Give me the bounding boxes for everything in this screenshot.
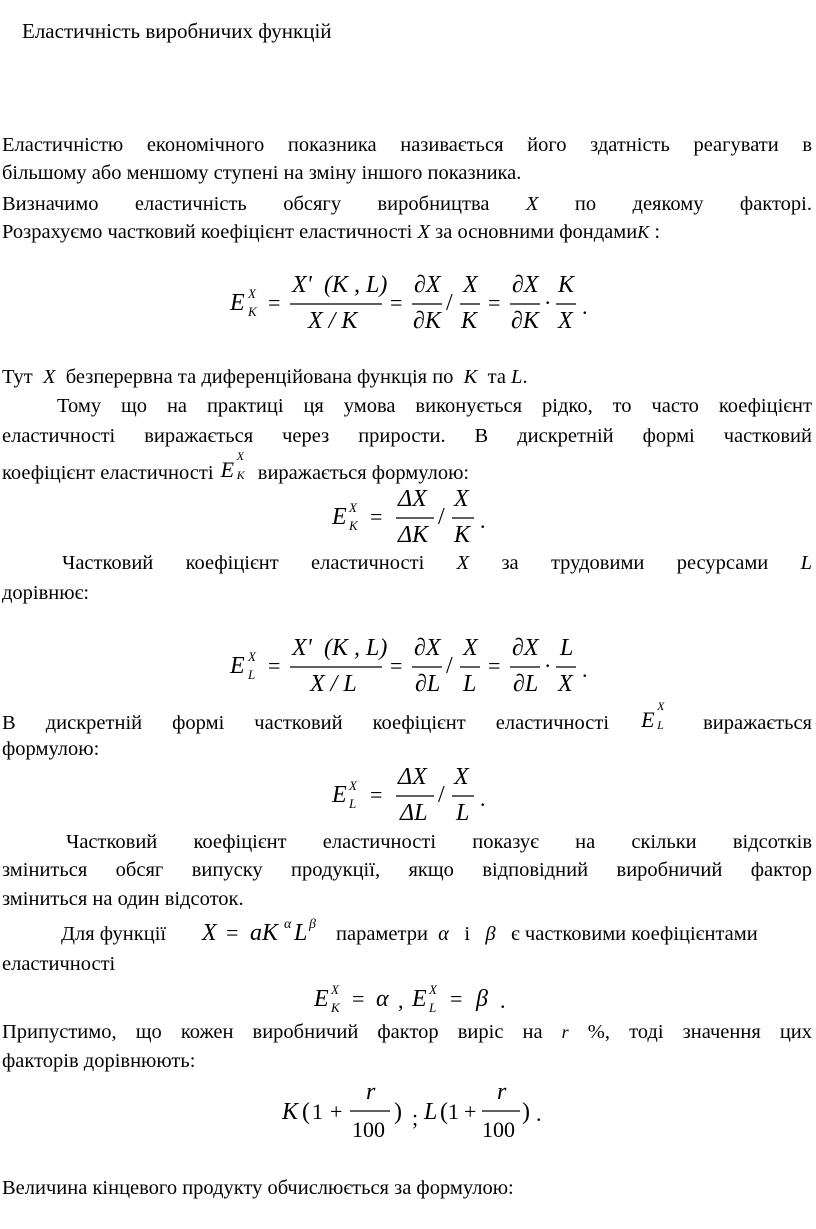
- svg-text:∂X: ∂X: [512, 635, 539, 661]
- svg-text:K: K: [454, 522, 471, 548]
- svg-text:∂L: ∂L: [415, 671, 441, 697]
- svg-text:100: 100: [482, 1117, 515, 1142]
- svg-text:): ): [394, 1099, 402, 1125]
- svg-text:/: /: [438, 782, 445, 808]
- svg-text:+: +: [464, 1099, 477, 1124]
- svg-text:.: .: [480, 786, 486, 811]
- svg-text:=: =: [268, 290, 281, 315]
- svg-text:E: E: [314, 986, 329, 1012]
- svg-text:L: L: [424, 1099, 438, 1125]
- svg-text:X: X: [454, 764, 469, 790]
- svg-text:(: (: [302, 1099, 310, 1125]
- svg-text:X: X: [429, 982, 437, 997]
- formula-discrete-k: [330, 484, 500, 550]
- formula-alpha-beta: [308, 976, 518, 1016]
- svg-text:=: =: [268, 653, 281, 678]
- svg-text:=: =: [488, 290, 501, 315]
- text-line: В дискретній формі частковий коефіцієнт еластичності E X L виражається: [2, 699, 812, 734]
- svg-text:aK: aK: [250, 920, 279, 946]
- svg-text:=: =: [390, 290, 403, 315]
- svg-text:L: L: [349, 796, 357, 811]
- svg-text:ΔL: ΔL: [400, 800, 428, 826]
- svg-text:∂K: ∂K: [413, 308, 441, 334]
- svg-text:β: β: [309, 917, 316, 932]
- svg-text:(K , L): (K , L): [324, 635, 388, 661]
- svg-text:X: X: [558, 308, 573, 334]
- svg-text:K: K: [331, 1000, 340, 1015]
- svg-text:X / K: X / K: [308, 308, 358, 334]
- text-line: формулою:: [2, 738, 100, 760]
- svg-text:r: r: [366, 1079, 376, 1105]
- formula-elasticity-l: [220, 625, 600, 705]
- svg-text:.: .: [582, 657, 588, 682]
- svg-text:=: =: [390, 653, 403, 678]
- svg-text:.: .: [536, 1101, 542, 1126]
- svg-text:;: ;: [412, 1105, 419, 1130]
- svg-text:+: +: [330, 1099, 343, 1124]
- svg-text:K: K: [282, 1099, 299, 1125]
- text-line: Тут X безперервна та диференційована функція по K та L.: [2, 366, 528, 388]
- svg-text:X: X: [331, 982, 339, 997]
- svg-text:α: α: [284, 917, 292, 932]
- text-line: Еластичністю економічного показника називається його здатність реагувати в: [2, 134, 812, 156]
- text-line: зміниться на один відсоток.: [2, 888, 244, 910]
- svg-text:X: X: [248, 286, 256, 301]
- svg-text:X: X: [558, 671, 573, 697]
- text-line: зміниться обсяг випуску продукції, якщо відповідний виробничий фактор: [2, 859, 812, 881]
- svg-text:K: K: [248, 304, 257, 319]
- svg-text:=: =: [352, 986, 365, 1011]
- svg-text:X: X: [454, 486, 469, 512]
- svg-text:.: .: [500, 988, 506, 1013]
- text-line: параметри α і β є частковими коефіцієнтами: [336, 923, 758, 945]
- svg-text:∂X: ∂X: [512, 272, 539, 298]
- svg-text:X / L: X / L: [310, 671, 357, 697]
- svg-text:,: ,: [398, 988, 404, 1013]
- svg-text:L: L: [456, 800, 470, 826]
- svg-text:L: L: [560, 635, 574, 661]
- text-line: Визначимо еластичність обсягу виробництва X по деякому факторі.: [2, 193, 813, 215]
- svg-text:X: X: [248, 649, 256, 664]
- svg-text:100: 100: [352, 1117, 385, 1142]
- formula-discrete-l: [330, 762, 500, 828]
- text-line: Для функції: [61, 923, 167, 945]
- formula-production-function: [196, 912, 326, 948]
- svg-text:K: K: [349, 518, 358, 533]
- svg-text:E: E: [332, 782, 347, 808]
- svg-text:1: 1: [448, 1099, 459, 1124]
- text-line: факторів дорівнюють:: [2, 1050, 196, 1072]
- formula-elasticity-k: [220, 262, 600, 342]
- svg-text:K: K: [558, 272, 575, 298]
- text-line: дорівнює:: [2, 582, 90, 604]
- svg-text:K: K: [461, 308, 478, 334]
- svg-text:/: /: [446, 290, 453, 316]
- svg-text:ΔK: ΔK: [398, 522, 429, 548]
- svg-text:α: α: [376, 986, 389, 1012]
- svg-text:β: β: [476, 986, 488, 1012]
- svg-text:=: =: [370, 782, 383, 807]
- svg-text:∂L: ∂L: [513, 671, 539, 697]
- svg-text:∂X: ∂X: [414, 635, 441, 661]
- svg-text:L: L: [463, 671, 477, 697]
- svg-text:=: =: [488, 653, 501, 678]
- svg-text:E: E: [230, 653, 245, 679]
- svg-text:X: X: [349, 778, 357, 793]
- svg-text:·: ·: [544, 290, 552, 315]
- svg-text:E: E: [332, 504, 347, 530]
- svg-text:∂K: ∂K: [511, 308, 539, 334]
- formula-growth: [278, 1077, 548, 1147]
- svg-text:L: L: [294, 920, 308, 946]
- svg-text:r: r: [497, 1079, 507, 1105]
- svg-text:ΔX: ΔX: [398, 764, 427, 790]
- text-line: коефіцієнт еластичності E X K виражається формулою:: [2, 449, 470, 484]
- svg-text:∂X: ∂X: [414, 272, 441, 298]
- svg-text:.: .: [480, 508, 486, 533]
- svg-text:·: ·: [544, 653, 552, 678]
- svg-text:X: X: [202, 920, 217, 946]
- svg-text:X: X: [463, 272, 478, 298]
- svg-text:=: =: [226, 920, 239, 945]
- svg-text:X: X: [349, 500, 357, 515]
- svg-text:1: 1: [312, 1099, 323, 1124]
- svg-text:(: (: [440, 1099, 448, 1125]
- svg-text:L: L: [248, 667, 256, 682]
- text-line: еластичності виражається через прирости. В дискретній формі частковий: [2, 425, 812, 447]
- svg-text:/: /: [446, 653, 453, 679]
- svg-text:E: E: [412, 986, 427, 1012]
- svg-text:=: =: [370, 504, 383, 529]
- text-line: еластичності: [2, 953, 116, 975]
- svg-text:X': X': [292, 272, 312, 298]
- svg-text:/: /: [438, 504, 445, 530]
- page-title: Еластичність виробничих функцій: [22, 19, 332, 43]
- text-line: Тому що на практиці ця умова виконується рідко, то часто коефіцієнт: [57, 395, 812, 417]
- text-line: Частковий коефіцієнт еластичності показує на скільки відсотків: [66, 831, 812, 853]
- svg-text:L: L: [429, 1000, 437, 1015]
- svg-text:E: E: [230, 290, 245, 316]
- svg-text:.: .: [582, 294, 588, 319]
- svg-text:ΔX: ΔX: [398, 486, 427, 512]
- svg-text:=: =: [450, 986, 463, 1011]
- text-line: Припустимо, що кожен виробничий фактор виріс на r %, тоді значення цих: [2, 1021, 813, 1043]
- svg-text:X': X': [292, 635, 312, 661]
- text-line: більшому або меншому ступені на зміну іншого показника.: [2, 162, 522, 184]
- svg-text:(K , L): (K , L): [324, 272, 388, 298]
- text-line: Величина кінцевого продукту обчислюється за формулою:: [2, 1177, 514, 1199]
- text-line: Частковий коефіцієнт еластичності X за трудовими ресурсами L: [62, 552, 812, 574]
- svg-text:X: X: [463, 635, 478, 661]
- svg-text:): ): [522, 1099, 530, 1125]
- text-line: Розрахуємо частковий коефіцієнт еластичності X за основними фондамиK :: [2, 221, 661, 243]
